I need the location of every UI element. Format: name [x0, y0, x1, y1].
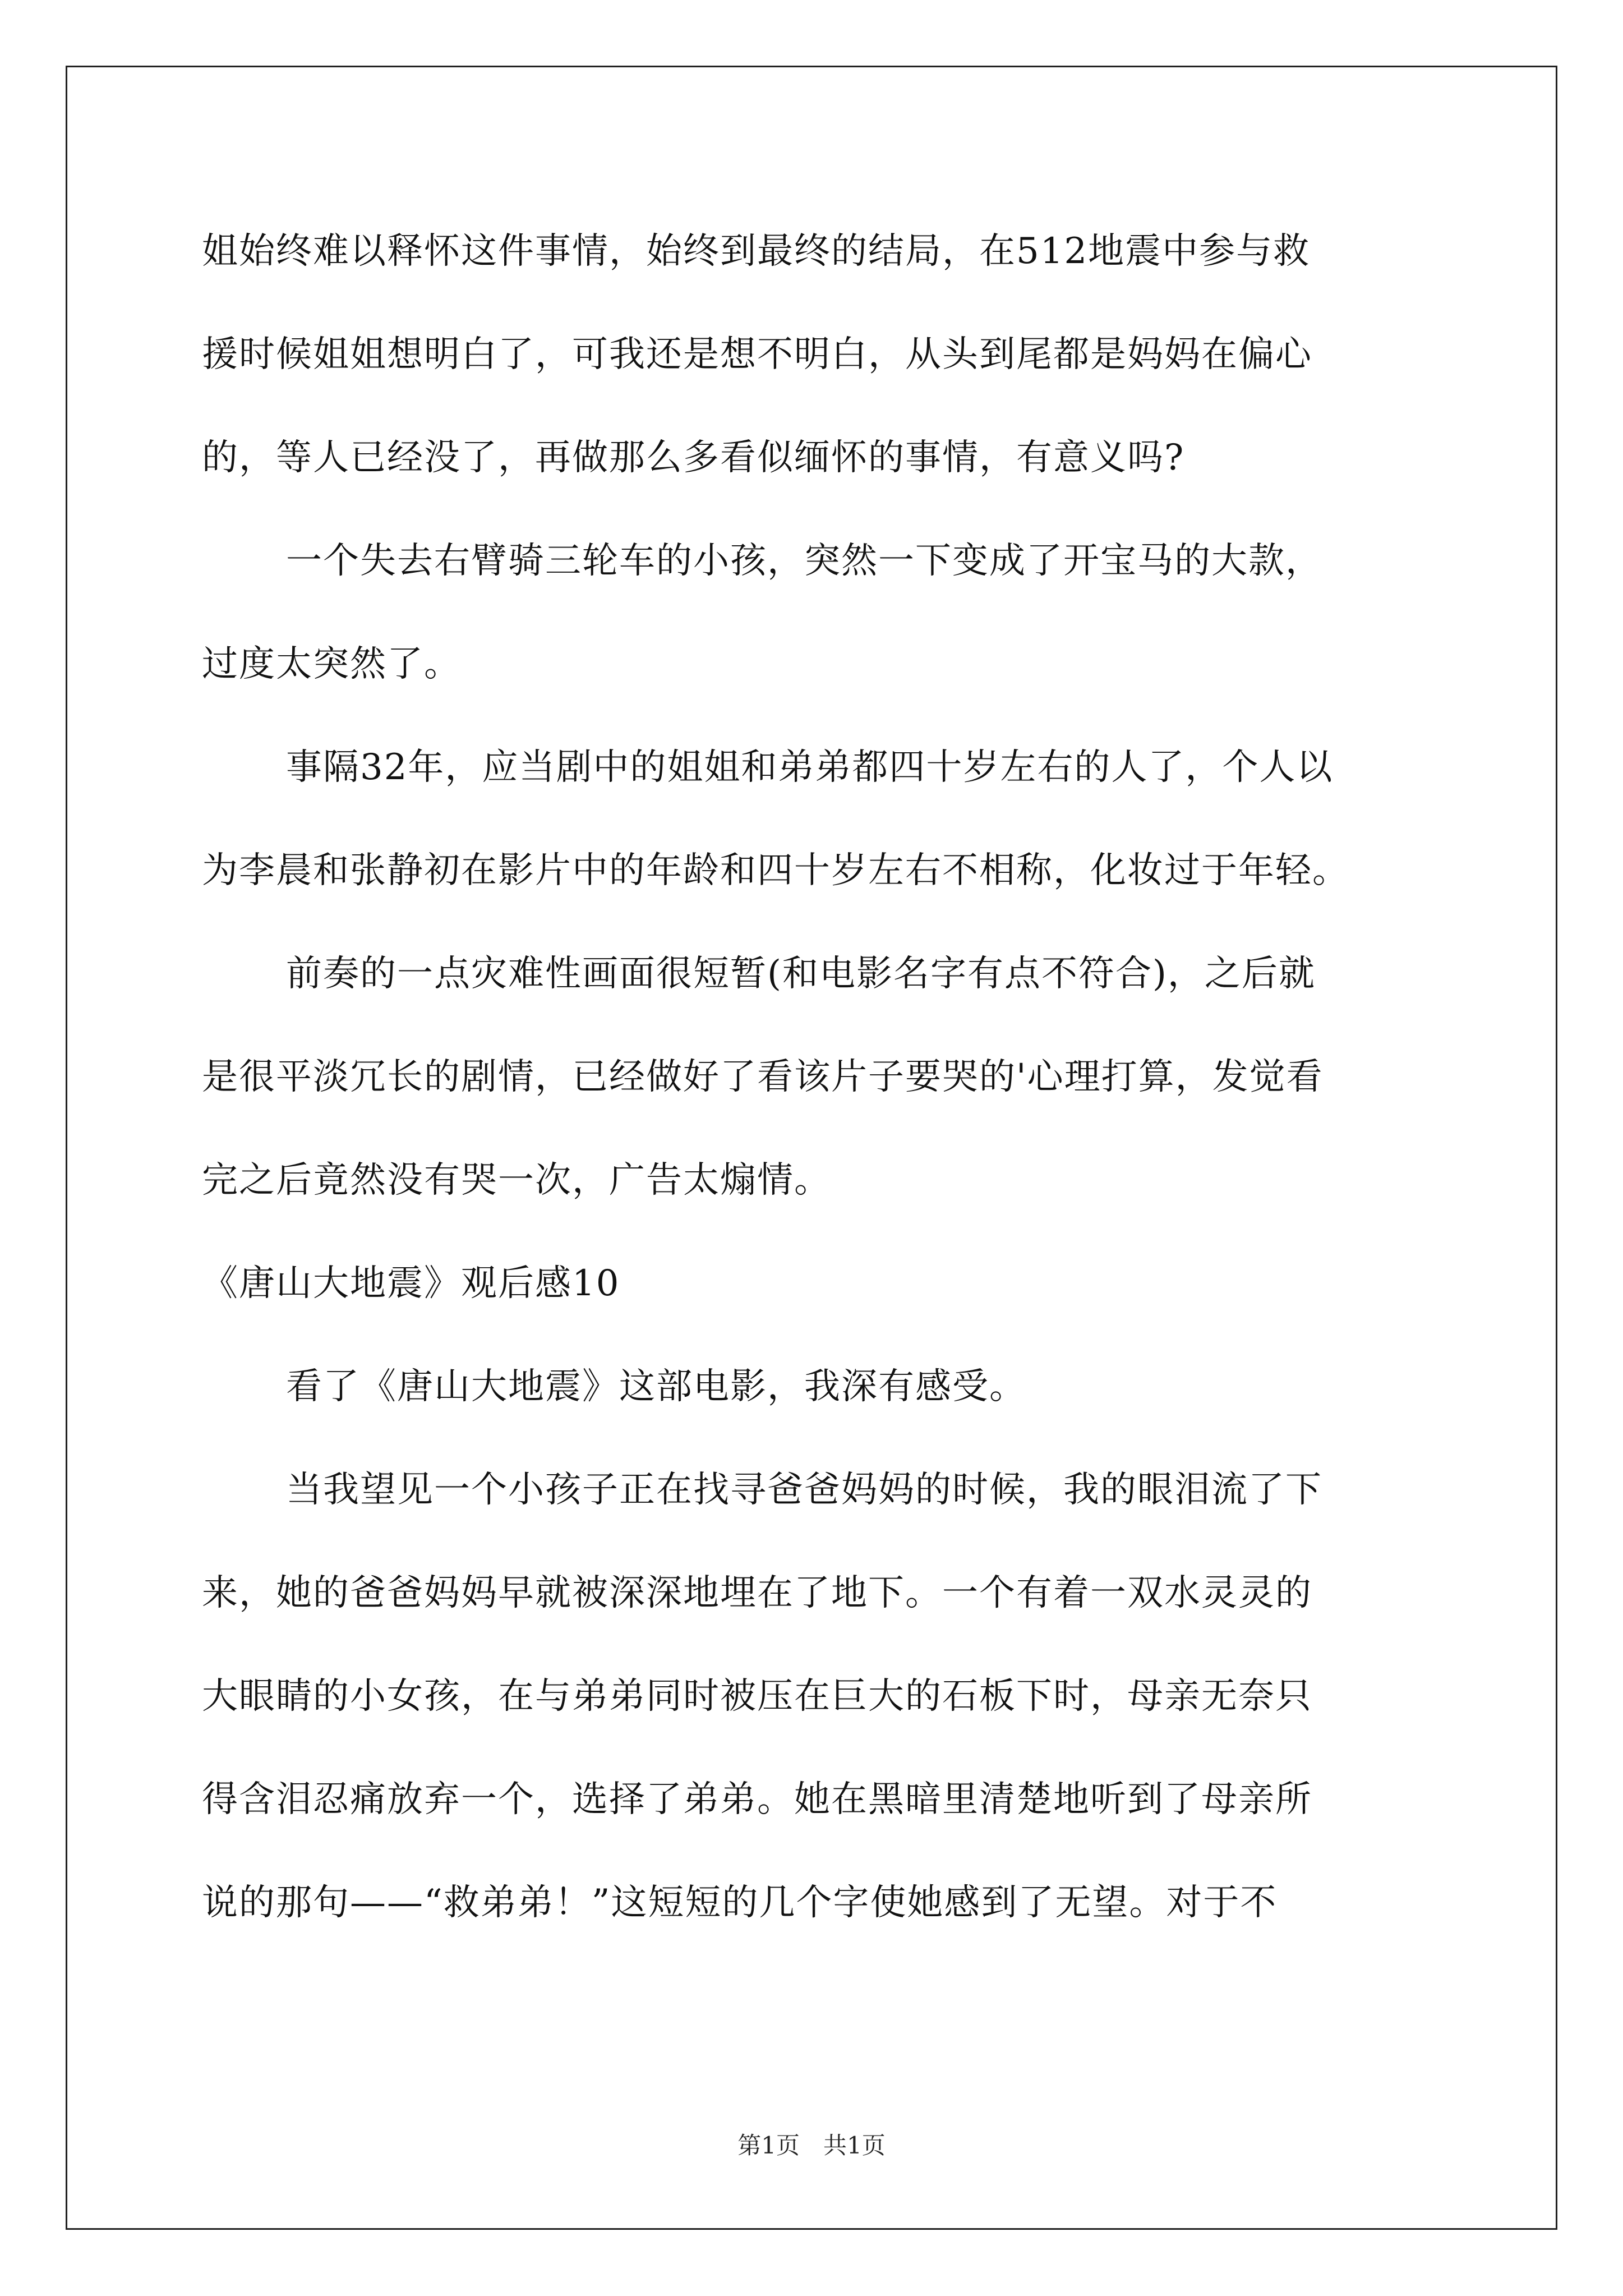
text-line: 的，等人已经没了，再做那么多看似缅怀的事情，有意义吗? — [202, 437, 1185, 478]
section-heading: 《唐山大地震》观后感10 — [202, 1263, 620, 1304]
paragraph-start-line: 看了《唐山大地震》这部电影，我深有感受。 — [286, 1366, 1026, 1407]
text-line: 是很平淡冗长的剧情，已经做好了看该片子要哭的'心理打算，发觉看 — [202, 1056, 1324, 1098]
text-line: 来，她的爸爸妈妈早就被深深地埋在了地下。一个有着一双水灵灵的 — [202, 1572, 1312, 1614]
text-line: 姐始终难以释怀这件事情，始终到最终的结局，在512地震中参与救 — [202, 231, 1311, 272]
text-line: 援时候姐姐想明白了，可我还是想不明白，从头到尾都是妈妈在偏心 — [202, 334, 1312, 375]
paragraph-start-line: 前奏的一点灾难性画面很短暂(和电影名字有点不符合)，之后就 — [286, 953, 1316, 995]
paragraph-start-line: 当我望见一个小孩子正在找寻爸爸妈妈的时候，我的眼泪流了下 — [286, 1469, 1322, 1511]
text-line: 过度太突然了。 — [202, 643, 461, 685]
paragraph-start-line: 事隔32年，应当剧中的姐姐和弟弟都四十岁左右的人了，个人以 — [286, 747, 1334, 788]
document-body — [202, 219, 1436, 1973]
text-line: 为李晨和张静初在影片中的年龄和四十岁左右不相称，化妆过于年轻。 — [202, 850, 1349, 891]
paragraph-start-line: 一个失去右臂骑三轮车的小孩，突然一下变成了开宝马的大款， — [286, 540, 1322, 582]
text-line: 说的那句——“救弟弟！”这短短的几个字使她感到了无望。对于不 — [202, 1882, 1278, 1924]
text-line: 得含泪忍痛放弃一个，选择了弟弟。她在黑暗里清楚地听到了母亲所 — [202, 1779, 1312, 1820]
text-line: 大眼睛的小女孩，在与弟弟同时被压在巨大的石板下时，母亲无奈只 — [202, 1676, 1312, 1717]
text-line: 完之后竟然没有哭一次，广告太煽情。 — [202, 1159, 831, 1201]
page-number-footer: 第1页 共1页 — [737, 2132, 886, 2159]
